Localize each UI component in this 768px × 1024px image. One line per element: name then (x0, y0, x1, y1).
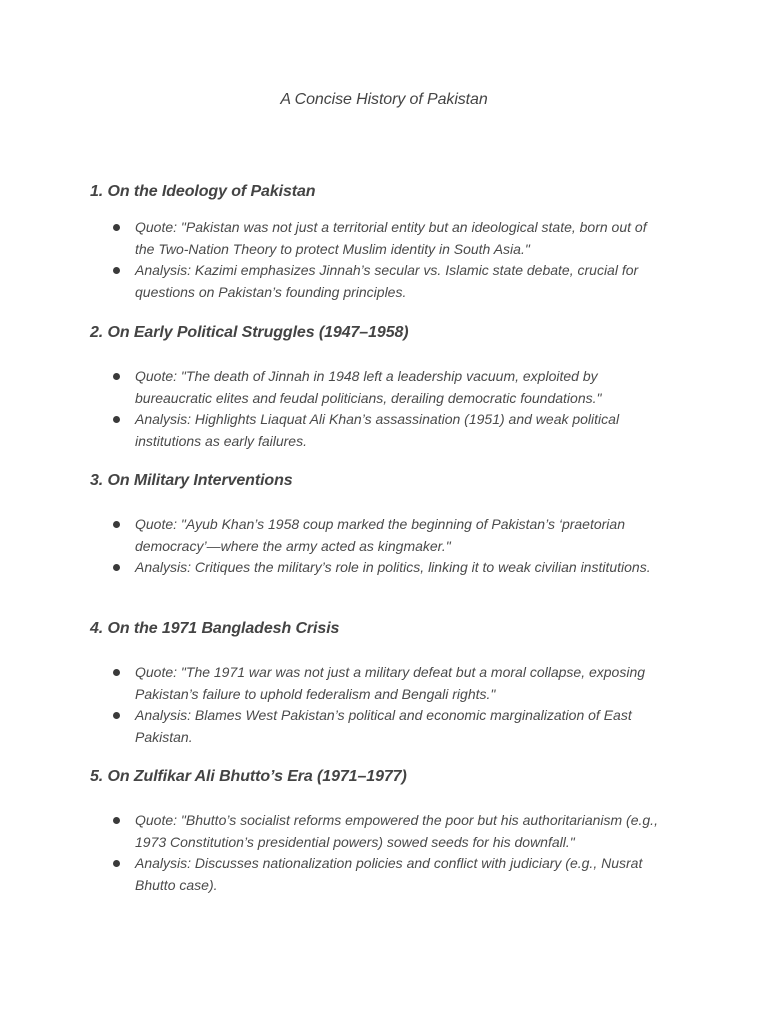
list-item (90, 662, 665, 705)
analysis-text: Analysis: Kazimi emphasizes Jinnah’s secular vs. Islamic state debate, crucial for questions on Pakistan’s founding principles. (135, 262, 639, 300)
list-item (90, 409, 665, 452)
section-heading: 1. On the Ideology of Pakistan (90, 183, 316, 200)
bullet-dot-icon (113, 860, 120, 867)
analysis-text: Analysis: Critiques the military’s role in politics, linking it to weak civilian institutions. (135, 559, 651, 575)
bullet-list (90, 514, 690, 579)
bullet-dot-icon (113, 564, 120, 571)
bullet-dot-icon (113, 712, 120, 719)
bullet-list (90, 662, 690, 748)
section-bangladesh-crisis (90, 618, 690, 748)
analysis-text: Analysis: Blames West Pakistan’s political and economic marginalization of East Pakistan. (135, 707, 632, 745)
section-military-interventions (90, 470, 690, 579)
bullet-dot-icon (113, 373, 120, 380)
bullet-dot-icon (113, 669, 120, 676)
analysis-text: Analysis: Highlights Liaquat Ali Khan’s assassination (1951) and weak political institutions as early failures. (135, 411, 620, 449)
quote-text: Quote: "The death of Jinnah in 1948 left a leadership vacuum, exploited by bureaucratic elites and feudal politicians, derailing democratic foundations." (135, 368, 602, 406)
quote-text: Quote: "Pakistan was not just a territorial entity but an ideological state, born out of the Two-Nation Theory to protect Muslim identity in South Asia." (135, 219, 647, 257)
section-ideology (90, 181, 690, 303)
quote-text: Quote: "The 1971 war was not just a military defeat but a moral collapse, exposing Pakistan’s failure to uphold federalism and Bengali rights." (135, 664, 646, 702)
section-early-political-struggles (90, 322, 690, 452)
list-item (90, 853, 665, 896)
bullet-dot-icon (113, 416, 120, 423)
list-item (90, 514, 665, 557)
section-bhutto-era (90, 766, 690, 896)
list-item (90, 217, 665, 260)
section-heading: 5. On Zulfikar Ali Bhutto’s Era (1971–1977) (90, 768, 407, 785)
bullet-dot-icon (113, 267, 120, 274)
quote-text: Quote: "Ayub Khan’s 1958 coup marked the beginning of Pakistan’s ‘praetorian democracy’—where the army acted as kingmaker." (135, 516, 625, 554)
bullet-dot-icon (113, 817, 120, 824)
bullet-list (90, 217, 690, 303)
document-title: A Concise History of Pakistan (280, 91, 488, 108)
list-item (90, 705, 665, 748)
list-item (90, 810, 665, 853)
bullet-list (90, 366, 690, 452)
quote-text: Quote: "Bhutto’s socialist reforms empowered the poor but his authoritarianism (e.g., 1973 Constitution’s presidential powers) sowed seeds for his downfall." (135, 812, 658, 850)
list-item (90, 260, 665, 303)
section-heading: 4. On the 1971 Bangladesh Crisis (90, 620, 340, 637)
list-item (90, 366, 665, 409)
section-heading: 3. On Military Interventions (90, 472, 293, 489)
list-item (90, 557, 665, 579)
bullet-dot-icon (113, 521, 120, 528)
analysis-text: Analysis: Discusses nationalization policies and conflict with judiciary (e.g., Nusrat Bhutto case). (135, 855, 643, 893)
bullet-list (90, 810, 690, 896)
section-heading: 2. On Early Political Struggles (1947–1958) (90, 324, 409, 341)
bullet-dot-icon (113, 224, 120, 231)
